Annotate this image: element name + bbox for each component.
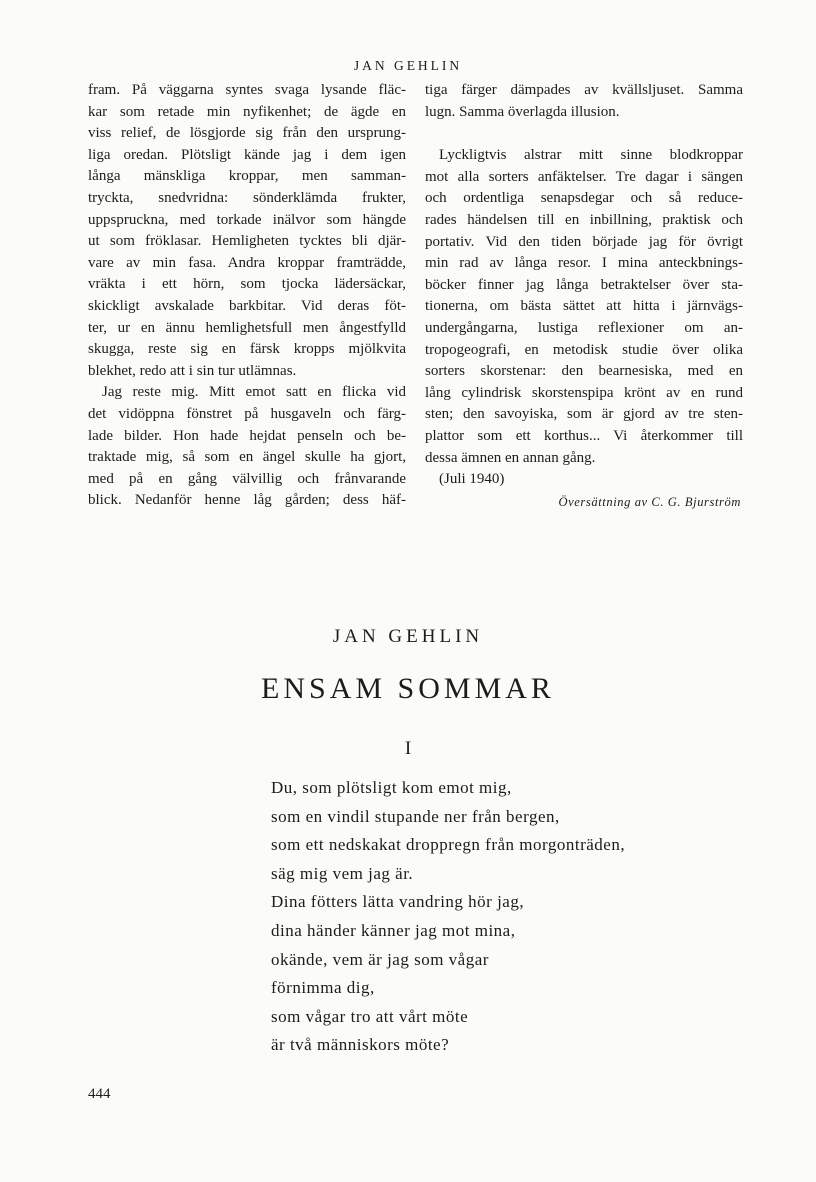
text-line: Lyckligtvis alstrar mitt sinne blodkroppar: [439, 147, 743, 164]
text-line: tryckta, snedvridna: sönderklämda frukter,: [88, 189, 406, 206]
text-line: plattor som ett korthus... Vi återkommer till: [425, 427, 743, 444]
text-line: rades händelsen till en inbillning, praktisk och: [425, 211, 743, 228]
text-line: viss relief, de lösgjorde sig från den ursprung-: [88, 125, 406, 142]
text-line: blekhet, redo att i sin tur utlämnas.: [88, 362, 297, 379]
poem-line: som en vindil stupande ner från bergen,: [271, 806, 560, 826]
running-head: JAN GEHLIN: [353, 58, 463, 73]
text-line: Jag reste mig. Mitt emot satt en flicka vid: [102, 384, 406, 401]
text-line: min rad av långa resor. I mina anteckbnings-: [425, 255, 743, 272]
poem-line: dina händer känner jag mot mina,: [271, 920, 516, 940]
text-line: det vidöppna fönstret på husgaveln och färg-: [88, 405, 406, 422]
text-line: skugga, reste sig en färsk kropps mjölkvita: [88, 341, 406, 358]
text-line: lugn. Samma överlagda illusion.: [425, 103, 620, 120]
text-line: långa mänskliga kroppar, men samman-: [88, 168, 406, 185]
text-line: traktade mig, så som en ängel skulle ha gjort,: [88, 449, 406, 466]
right-column: [425, 80, 743, 513]
poem-line: Dina fötters lätta vandring hör jag,: [271, 892, 525, 912]
text-line: sorters skorstenar: den bearnesiska, med en: [425, 363, 743, 380]
poem-line: förnimma dig,: [271, 978, 375, 998]
text-line: kar som retade min nyfikenhet; de ägde en: [88, 103, 406, 120]
paragraph: [425, 80, 743, 123]
text-line: liga oredan. Plötsligt kände jag i dem igen: [88, 146, 406, 163]
text-line: undergångarna, lustiga reflexioner om an-: [425, 319, 743, 336]
poem-section-number: I: [404, 738, 412, 759]
poem-author: JAN GEHLIN: [332, 626, 484, 647]
text-line: fram. På väggarna syntes svaga lysande fläc-: [88, 82, 406, 98]
poem-line: säg mig vem jag är.: [271, 863, 414, 883]
text-line: och ordentliga senapsdegar och så reduce-: [425, 190, 743, 207]
text-line: uppspruckna, med torkade inälvor som hängde: [88, 211, 406, 228]
text-line: sten; den savoyiska, som är gjord av tre sten-: [425, 406, 743, 423]
translator-credit: Översättning av C. G. Bjurström: [558, 494, 741, 509]
text-line: tropogeografi, en metodisk studie över olika: [425, 341, 743, 358]
text-line: lade bilder. Hon hade hejdat penseln och be-: [88, 427, 406, 444]
text-line: portativ. Vid den tiden började jag för övrigt: [425, 233, 743, 250]
text-line: ut som fröklasar. Hemligheten tycktes bli djär-: [88, 233, 406, 250]
poem-line: Du, som plötsligt kom emot mig,: [271, 778, 512, 797]
date-line: (Juli 1940): [439, 471, 505, 488]
text-line: med på en gång välvillig och frånvarande: [88, 470, 406, 487]
text-line: böcker finner jag långa betraktelser över sta-: [425, 276, 743, 293]
text-line: lång cylindrisk skorstenspipa krönt av en rund: [425, 384, 743, 401]
poem-title: ENSAM SOMMAR: [261, 672, 555, 705]
paragraph: [425, 469, 743, 491]
poem-body: [271, 774, 731, 1060]
poem-line: okände, vem är jag som vågar: [271, 949, 489, 969]
text-line: dessa ämnen en annan gång.: [425, 449, 596, 466]
text-line: mot alla sorters anfäktelser. Tre dagar i sängen: [425, 168, 743, 185]
paragraph: [88, 382, 406, 512]
poem-line: som vågar tro att vårt möte: [271, 1006, 469, 1026]
text-line: ter, ur en ännu hemlighetsfull men ångestfylld: [88, 319, 406, 336]
paragraph-gap: [425, 123, 743, 145]
left-column: [88, 80, 406, 512]
poem-line: är två människors möte?: [271, 1035, 450, 1055]
text-line: skickligt avskalade barkbitar. Vid deras föt-: [88, 297, 406, 314]
text-line: tionerna, om bästa sättet att hitta i järnvägs-: [425, 298, 743, 315]
text-line: vare av min fasa. Andra kroppar framträdde,: [88, 254, 406, 271]
page-number: 444: [88, 1086, 111, 1102]
text-line: tiga färger dämpades av kvällsljuset. Samma: [425, 82, 743, 98]
text-line: blick. Nedanför henne låg gården; dess häf-: [88, 492, 406, 509]
paragraph: [88, 80, 406, 382]
poem-line: som ett nedskakat droppregn från morgonträden,: [271, 835, 626, 855]
paragraph: [425, 145, 743, 469]
text-line: vräkta i ett hörn, som tjocka lädersäckar,: [88, 276, 406, 293]
